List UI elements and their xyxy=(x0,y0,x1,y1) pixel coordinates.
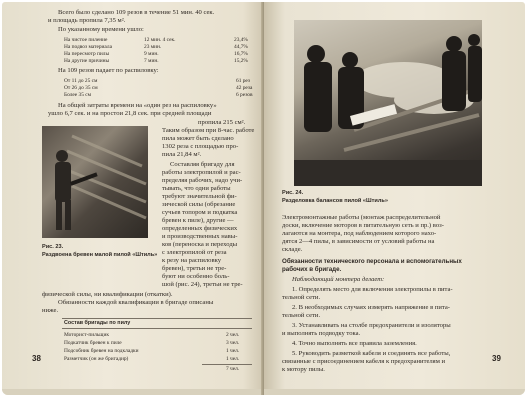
column-line: Составляя бригаду для xyxy=(170,161,235,168)
intro-line: По указанному времени ушло: xyxy=(58,26,144,33)
page-number-right: 39 xyxy=(492,354,501,363)
column-line: определенных физических xyxy=(162,225,238,232)
time-row-pct: 44,7% xyxy=(234,44,248,50)
duty-line: связанные с присоединением кабеля к предохранителям и xyxy=(282,358,446,365)
column-line: шой (рис. 24), третьи не тре- xyxy=(162,281,243,288)
column-line: тывать, что одни работы xyxy=(162,185,231,192)
duty-line: тельной сети. xyxy=(282,294,321,301)
duty-line: 3. Устанавливать на столбе предохранители и изоляторы xyxy=(292,322,451,329)
paragraph-line: ушло 6,7 сек. и на простои 21,8 сек. при средней площади xyxy=(48,110,212,117)
column-line: ков (переноска и переходы xyxy=(162,241,238,248)
time-row-pct: 16,7% xyxy=(234,51,248,57)
column-line: пропила 215 см². xyxy=(198,119,246,126)
time-row-pct: 23,4% xyxy=(234,37,248,43)
column-line: с электропилой от реза xyxy=(162,249,227,256)
brigade-row-value: 3 чел. xyxy=(226,340,240,346)
column-line: бревен), третьи не тре- xyxy=(162,265,227,272)
time-row-value: 12 мин. 4 сек. xyxy=(144,37,176,43)
left-page xyxy=(2,2,264,395)
column-line: к резу на распиловку xyxy=(162,257,221,264)
intro-line: Электромонтажные работы (монтаж распределительной xyxy=(282,214,441,221)
table-rule-total xyxy=(202,364,252,365)
duty-line: к мотору пилы. xyxy=(282,366,325,373)
column-line: 1302 реза с площадью про- xyxy=(162,143,239,150)
time-row-value: 7 мин. xyxy=(144,58,159,64)
time-row-pct: 15,2% xyxy=(234,58,248,64)
duty-line: тельной сети. xyxy=(282,312,321,319)
distribution-row-value: 61 рез xyxy=(236,78,251,84)
page-edge xyxy=(2,389,264,395)
brigade-row-value: 1 чел. xyxy=(226,348,240,354)
brigade-row-value: 2 чел. xyxy=(226,332,240,338)
figure-24-photo xyxy=(294,20,482,186)
figure-23-photo xyxy=(42,126,148,238)
column-line: пределяя рабочих, надо учи- xyxy=(162,177,243,184)
brigade-row-label: Моторист-пильщик xyxy=(64,332,109,338)
open-book xyxy=(2,2,525,398)
table-rule-top xyxy=(62,318,252,319)
time-row-label: На другие причины xyxy=(64,58,110,64)
figure-23-caption: Раздвоена бревен малой пилой «Штиль» xyxy=(42,252,158,258)
figure-24-caption: Разделовка балансов пилой «Штиль» xyxy=(282,198,388,204)
distribution-row-label: От 11 до 25 см xyxy=(64,78,98,84)
duty-line: 1. Определять место для включения электропилы в пита- xyxy=(292,286,453,293)
brigade-total: 7 чел. xyxy=(226,366,240,372)
table-rule-header xyxy=(62,328,252,329)
duty-line: 4. Точно выполнять все правила заземления. xyxy=(292,340,417,347)
page-edge xyxy=(264,389,525,395)
time-row-value: 9 мин. xyxy=(144,51,159,57)
column-line: буют ни особенно боль- xyxy=(162,273,230,280)
distribution-row-label: От 26 до 35 см xyxy=(64,85,98,91)
figure-23-image xyxy=(42,126,148,238)
intro-line: Всего было сделано 109 резов в течение 51 мин. 40 сек. xyxy=(58,9,215,16)
figure-24-image xyxy=(294,20,482,186)
intro-line: дятся 2—4 пилы, в зависимости от условий работы на xyxy=(282,238,435,245)
time-row-label: На чистое пиление xyxy=(64,37,108,43)
distribution-row-value: 42 реза xyxy=(236,85,253,91)
column-line: сучьев топором и подкатка xyxy=(162,209,238,216)
brigade-row-label: Разметчик (он же бригадир) xyxy=(64,356,129,362)
brigade-row-label: Подкатчик бревен к пиле xyxy=(64,340,122,346)
column-line: бревен к пиле), другие — xyxy=(162,217,234,224)
brigade-row-value: 1 чел. xyxy=(226,356,240,362)
column-line: работы электропилой и рас- xyxy=(162,169,241,176)
column-line: пила может быть сделано xyxy=(162,135,234,142)
intro-line: и площадь пропила 7,35 м². xyxy=(48,17,126,24)
time-row-value: 23 мин. xyxy=(144,44,162,50)
tail-line: ниже. xyxy=(42,307,59,314)
time-row-label: На подвоз материала xyxy=(64,44,112,50)
section-heading: рабочих в бригаде. xyxy=(282,266,342,273)
column-line: зической силы (обрезание xyxy=(162,201,236,208)
distribution-row-value: 6 резов xyxy=(236,92,253,98)
figure-23-number: Рис. 23. xyxy=(42,244,64,250)
time-row-label: На пересмотр пилы xyxy=(64,51,110,57)
brigade-table-title: Состав бригады по пилу xyxy=(64,320,131,326)
section-heading: Обязанности технического персонала и вспомогательных xyxy=(282,258,462,265)
distribution-row-label: Более 35 см xyxy=(64,92,92,98)
right-page xyxy=(264,2,525,395)
intro-line: лагаются на монтера, под наблюдением которого нахо- xyxy=(282,230,437,237)
column-line: и производственных навы- xyxy=(162,233,238,240)
brigade-row-label: Подсобник бревен на подкладки xyxy=(64,348,139,354)
duty-line: и выполнять подводку тока. xyxy=(282,330,361,337)
section-subheading: Наблюдающий монтера делает: xyxy=(292,276,385,283)
tail-line: физической силы, ни квалификации (откатки). xyxy=(42,291,173,298)
paragraph-line: На общей затраты времени на «один рез на распиловку» xyxy=(58,102,217,109)
column-line: пила 21,84 м². xyxy=(162,151,202,158)
distribution-intro: На 109 резов падает по распиловку: xyxy=(58,67,159,74)
duty-line: 2. В необходимых случаях измерять напряжение в пита- xyxy=(292,304,450,311)
intro-line: складе. xyxy=(282,246,303,253)
page-number-left: 38 xyxy=(32,354,41,363)
figure-24-number: Рис. 24. xyxy=(282,190,304,196)
column-line: Таким образом при 8-час. работе xyxy=(162,127,255,134)
intro-line: доски, включение моторов в питательную сеть и пр.) воз- xyxy=(282,222,444,229)
duty-line: 5. Руководить разметкой кабеля и соединять все работы, xyxy=(292,350,451,357)
column-line: требуют значительной фи- xyxy=(162,193,237,200)
tail-line: Обязанности каждой квалификации в бригаде описаны xyxy=(58,299,214,306)
